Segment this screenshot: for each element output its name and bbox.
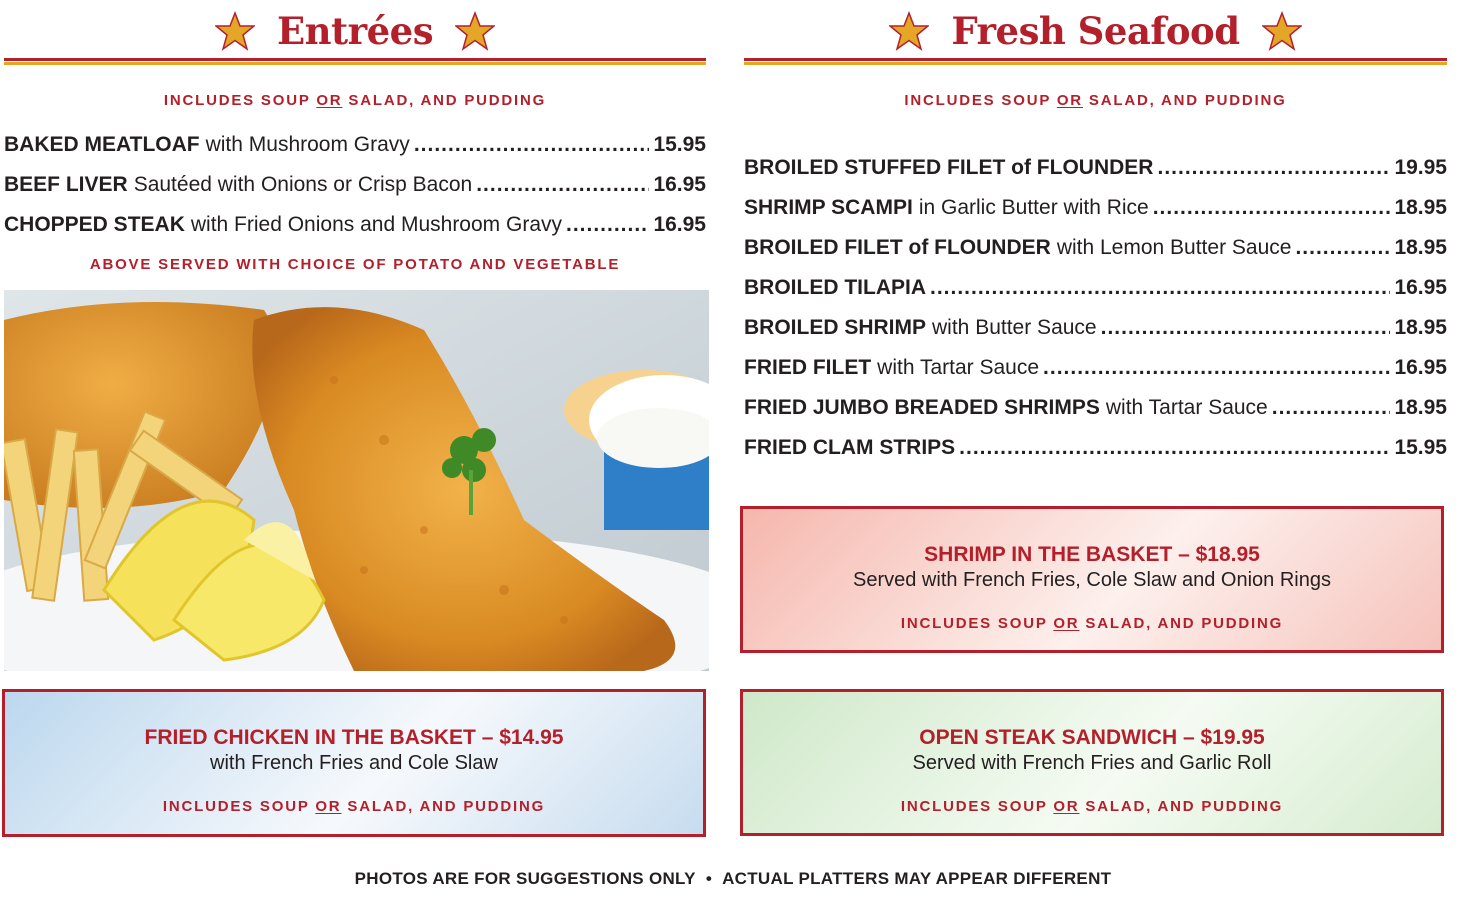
menu-item: FRIED JUMBO BREADED SHRIMPS with Tartar Sauce ..... 18.95 bbox=[744, 388, 1447, 428]
menu-item: BROILED TILAPIA ..... 16.95 bbox=[744, 268, 1447, 308]
photo-disclaimer bbox=[0, 869, 1466, 889]
star-icon bbox=[889, 11, 929, 51]
menu-item: FRIED FILET with Tartar Sauce ..... 16.95 bbox=[744, 348, 1447, 388]
open-steak-sandwich-box bbox=[740, 689, 1444, 836]
header-rule-gold bbox=[4, 62, 706, 65]
seafood-header bbox=[744, 0, 1447, 62]
star-icon bbox=[215, 11, 255, 51]
promo-description: Served with French Fries and Garlic Roll bbox=[912, 752, 1272, 774]
promo-includes-note: INCLUDES SOUP OR SALAD, AND PUDDING bbox=[900, 798, 1284, 815]
shrimp-basket-box bbox=[740, 506, 1444, 653]
seafood-list bbox=[744, 148, 1447, 468]
menu-item: BROILED FILET of FLOUNDER with Lemon Butter Sauce ..... 18.95 bbox=[744, 228, 1447, 268]
entrees-list bbox=[4, 125, 706, 245]
menu-item: CHOPPED STEAK with Fried Onions and Mushroom Gravy ..... 16.95 bbox=[4, 205, 706, 245]
header-rule-red bbox=[744, 58, 1447, 61]
menu-item: SHRIMP SCAMPI in Garlic Butter with Rice ..... 18.95 bbox=[744, 188, 1447, 228]
menu-item: FRIED CLAM STRIPS ..... 15.95 bbox=[744, 428, 1447, 468]
entrees-includes-note: INCLUDES SOUP OR SALAD, AND PUDDING bbox=[163, 92, 547, 109]
seafood-column bbox=[744, 0, 1447, 459]
entrees-column bbox=[4, 0, 706, 273]
promo-includes-note: INCLUDES SOUP OR SALAD, AND PUDDING bbox=[900, 615, 1284, 632]
entrees-header bbox=[4, 0, 706, 62]
menu-item: BEEF LIVER Sautéed with Onions or Crisp Bacon ..... 16.95 bbox=[4, 165, 706, 205]
seafood-includes-note: INCLUDES SOUP OR SALAD, AND PUDDING bbox=[904, 92, 1287, 109]
disclaimer-left: PHOTOS ARE FOR SUGGESTIONS ONLY bbox=[354, 869, 696, 888]
promo-description: Served with French Fries, Cole Slaw and Onion Rings bbox=[853, 569, 1331, 591]
promo-title: FRIED CHICKEN IN THE BASKET – $14.95 bbox=[144, 726, 564, 749]
menu-item: BROILED SHRIMP with Butter Sauce ..... 18.95 bbox=[744, 308, 1447, 348]
star-icon bbox=[1262, 11, 1302, 51]
disclaimer-right: ACTUAL PLATTERS MAY APPEAR DIFFERENT bbox=[722, 869, 1112, 888]
promo-description: with French Fries and Cole Slaw bbox=[210, 752, 498, 774]
promo-title: OPEN STEAK SANDWICH – $19.95 bbox=[919, 726, 1265, 749]
star-icon bbox=[455, 11, 495, 51]
menu-item: BAKED MEATLOAF with Mushroom Gravy ..... 15.95 bbox=[4, 125, 706, 165]
fish-and-chips-photo bbox=[4, 290, 709, 671]
promo-title: SHRIMP IN THE BASKET – $18.95 bbox=[924, 543, 1260, 566]
header-rule-red bbox=[4, 58, 706, 61]
menu-item: BROILED STUFFED FILET of FLOUNDER ..... 19.95 bbox=[744, 148, 1447, 188]
header-rule-gold bbox=[744, 62, 1447, 65]
promo-includes-note: INCLUDES SOUP OR SALAD, AND PUDDING bbox=[162, 798, 546, 815]
fried-chicken-basket-box bbox=[2, 689, 706, 837]
separator-dot: • bbox=[705, 869, 713, 888]
entrees-title: Entrées bbox=[276, 8, 434, 53]
served-with-note: ABOVE SERVED WITH CHOICE OF POTATO AND VEGETABLE bbox=[89, 256, 621, 273]
seafood-title: Fresh Seafood bbox=[951, 8, 1240, 53]
